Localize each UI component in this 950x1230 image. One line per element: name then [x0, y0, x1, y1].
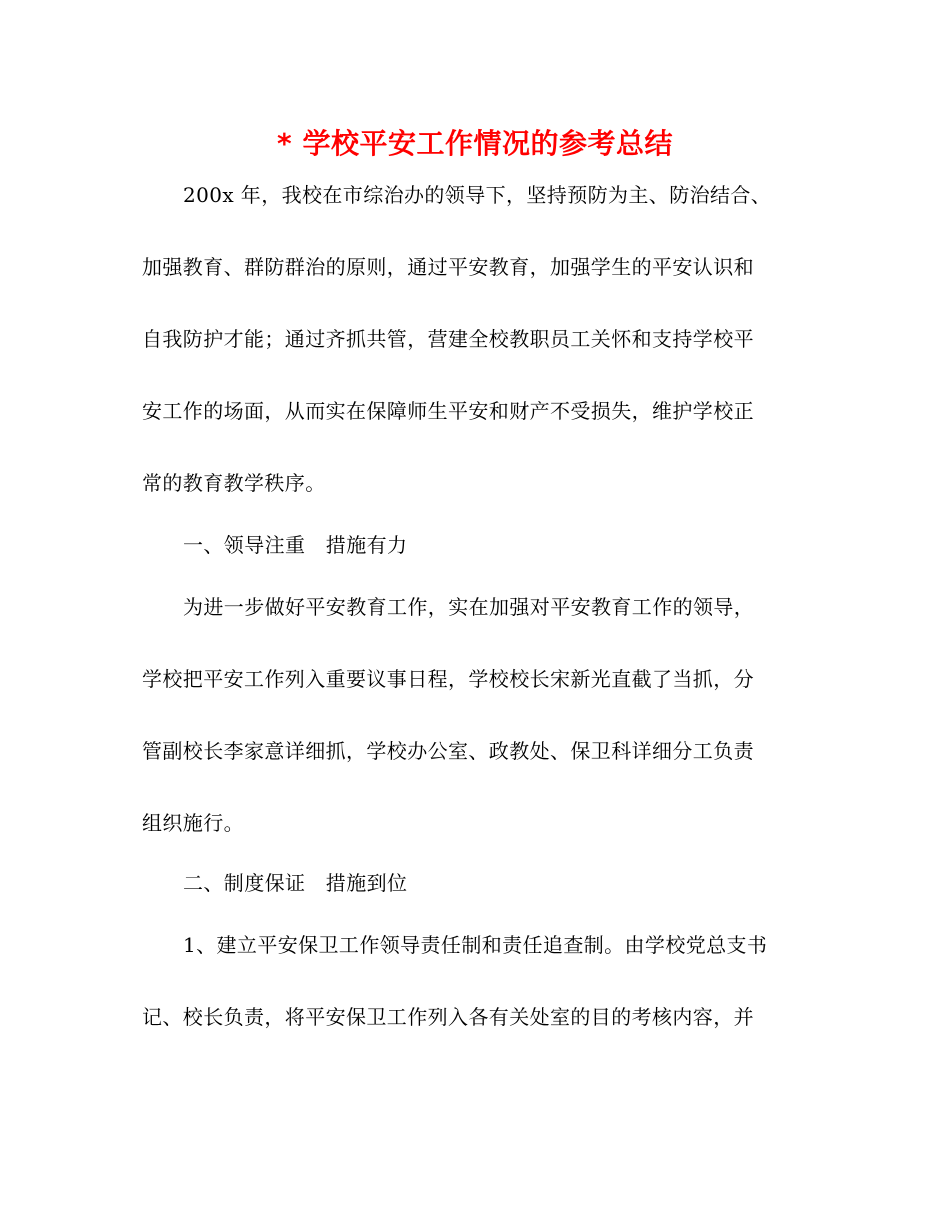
paragraph-line: 1、建立平安保卫工作领导责任制和责任追查制。由学校党总支书	[183, 933, 768, 957]
paragraph-line: 学校把平安工作列入重要议事日程，学校校长宋新光直截了当抓，分	[142, 667, 754, 691]
section-heading: 二、制度保证 措施到位	[183, 871, 408, 895]
paragraph-line: 自我防护才能；通过齐抓共管，营建全校教职员工关怀和支持学校平	[142, 327, 754, 351]
section-heading: 一、领导注重 措施有力	[183, 533, 408, 557]
paragraph-line: 常的教育教学秩序。	[142, 471, 326, 495]
paragraph-line: 为进一步做好平安教育工作，实在加强对平安教育工作的领导，	[183, 595, 755, 619]
paragraph-line: 组织施行。	[142, 811, 244, 835]
paragraph-line: 200x 年，我校在市综治办的领导下，坚持预防为主、防治结合、	[183, 183, 772, 207]
paragraph-line: 记、校长负责，将平安保卫工作列入各有关处室的目的考核内容，并	[142, 1005, 754, 1029]
paragraph-line: 加强教育、群防群治的原则，通过平安教育，加强学生的平安认识和	[142, 255, 754, 279]
document-title: * 学校平安工作情况的参考总结	[277, 127, 673, 160]
paragraph-line: 管副校长李家意详细抓，学校办公室、政教处、保卫科详细分工负责	[142, 739, 754, 763]
paragraph-line: 安工作的场面，从而实在保障师生平安和财产不受损失，维护学校正	[142, 399, 754, 423]
